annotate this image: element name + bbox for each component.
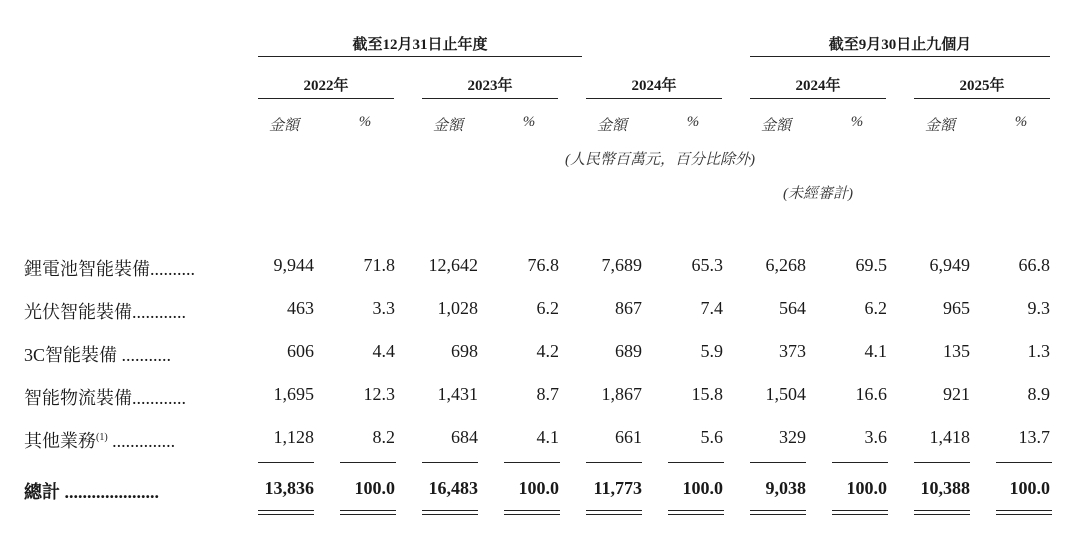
total-double-rule: [422, 510, 478, 515]
percent-cell: 4.2: [536, 341, 559, 361]
percent-cell: 13.7: [1018, 427, 1050, 447]
percent-subheader: %: [358, 114, 372, 130]
total-double-rule: [914, 510, 970, 515]
percent-cell: 5.9: [700, 341, 723, 361]
percent-cell: 69.5: [855, 255, 887, 275]
total-double-rule: [668, 510, 724, 515]
subtotal-rule: [914, 462, 970, 463]
percent-cell: 65.3: [691, 255, 723, 275]
amount-cell: 12,642: [428, 255, 478, 275]
total-percent-cell: 100.0: [354, 478, 395, 498]
percent-cell: 8.2: [372, 427, 395, 447]
percent-cell: 15.8: [691, 384, 723, 404]
percent-cell: 16.6: [855, 384, 887, 404]
subtotal-rule: [832, 462, 888, 463]
amount-cell: 6,949: [929, 255, 970, 275]
total-double-rule: [340, 510, 396, 515]
total-label: 總計 .....................: [24, 482, 159, 502]
percent-cell: 3.3: [372, 298, 395, 318]
percent-subheader: %: [686, 114, 700, 130]
amount-cell: 7,689: [601, 255, 642, 275]
amount-subheader: 金額: [924, 118, 955, 134]
subtotal-rule: [586, 462, 642, 463]
year-rule-2025: [914, 98, 1050, 99]
amount-subheader: 金額: [596, 118, 627, 134]
year-header-2024: 2024年: [631, 78, 677, 94]
year-header-2022: 2022年: [303, 78, 349, 94]
total-percent-cell: 100.0: [846, 478, 887, 498]
amount-subheader: 金額: [760, 118, 791, 134]
amount-cell: 661: [615, 427, 642, 447]
percent-cell: 12.3: [363, 384, 395, 404]
total-amount-cell: 13,836: [264, 478, 314, 498]
amount-subheader: 金額: [268, 118, 299, 134]
amount-cell: 1,418: [929, 427, 970, 447]
percent-cell: 3.6: [864, 427, 887, 447]
subtotal-rule: [996, 462, 1052, 463]
subtotal-rule: [422, 462, 478, 463]
amount-cell: 463: [287, 298, 314, 318]
total-double-rule: [504, 510, 560, 515]
percent-cell: 4.1: [864, 341, 887, 361]
year-rule-2024: [586, 98, 722, 99]
amount-cell: 689: [615, 341, 642, 361]
amount-cell: 564: [779, 298, 806, 318]
year-rule-2023: [422, 98, 558, 99]
percent-subheader: %: [522, 114, 536, 130]
total-double-rule: [586, 510, 642, 515]
percent-cell: 4.4: [372, 341, 395, 361]
row-label-logistics-equipment: 智能物流裝備............: [24, 388, 186, 408]
total-double-rule: [996, 510, 1052, 515]
amount-cell: 1,028: [437, 298, 478, 318]
year-rule-2024-nine-months: [750, 98, 886, 99]
subtotal-rule: [750, 462, 806, 463]
percent-cell: 9.3: [1027, 298, 1050, 318]
other-business-leader-dots: ..............: [107, 431, 176, 451]
percent-cell: 6.2: [536, 298, 559, 318]
subtotal-rule: [258, 462, 314, 463]
amount-cell: 373: [779, 341, 806, 361]
total-double-rule: [750, 510, 806, 515]
percent-cell: 76.8: [527, 255, 559, 275]
year-header-2024-nine-months: 2024年: [795, 78, 841, 94]
total-amount-cell: 9,038: [765, 478, 806, 498]
year-header-2025: 2025年: [959, 78, 1005, 94]
amount-cell: 1,695: [273, 384, 314, 404]
total-percent-cell: 100.0: [682, 478, 723, 498]
percent-cell: 7.4: [700, 298, 723, 318]
amount-cell: 921: [943, 384, 970, 404]
year-header-2023: 2023年: [467, 78, 513, 94]
amount-subheader: 金額: [432, 118, 463, 134]
total-amount-cell: 16,483: [428, 478, 478, 498]
percent-cell: 66.8: [1018, 255, 1050, 275]
total-percent-cell: 100.0: [1009, 478, 1050, 498]
total-amount-cell: 10,388: [920, 478, 970, 498]
amount-cell: 6,268: [765, 255, 806, 275]
amount-cell: 1,128: [273, 427, 314, 447]
amount-cell: 867: [615, 298, 642, 318]
amount-cell: 965: [943, 298, 970, 318]
percent-cell: 6.2: [864, 298, 887, 318]
percent-subheader: %: [1014, 114, 1028, 130]
period-nine-months-rule: [750, 56, 1050, 57]
percent-cell: 1.3: [1027, 341, 1050, 361]
amount-cell: 135: [943, 341, 970, 361]
percent-cell: 8.7: [536, 384, 559, 404]
percent-subheader: %: [850, 114, 864, 130]
total-amount-cell: 11,773: [593, 478, 642, 498]
row-label-lithium-battery-equipment: 鋰電池智能裝備..........: [24, 259, 195, 279]
amount-cell: 329: [779, 427, 806, 447]
row-label-3c-equipment: 3C智能裝備 ...........: [24, 345, 172, 365]
percent-cell: 71.8: [363, 255, 395, 275]
period-nine-months-header: 截至9月30日止九個月: [828, 37, 972, 53]
amount-cell: 1,504: [765, 384, 806, 404]
unaudited-note: (未經審計): [783, 186, 853, 202]
total-double-rule: [832, 510, 888, 515]
subtotal-rule: [668, 462, 724, 463]
percent-cell: 5.6: [700, 427, 723, 447]
amount-cell: 1,431: [437, 384, 478, 404]
unit-note: (人民幣百萬元，百分比除外): [565, 152, 755, 168]
percent-cell: 4.1: [536, 427, 559, 447]
other-business-label: 其他業務: [24, 431, 96, 451]
amount-cell: 1,867: [601, 384, 642, 404]
period-annual-header: 截至12月31日止年度: [352, 37, 488, 53]
amount-cell: 9,944: [273, 255, 314, 275]
footnote-marker: (1): [96, 432, 108, 443]
total-double-rule: [258, 510, 314, 515]
subtotal-rule: [340, 462, 396, 463]
amount-cell: 606: [287, 341, 314, 361]
total-percent-cell: 100.0: [518, 478, 559, 498]
year-rule-2022: [258, 98, 394, 99]
percent-cell: 8.9: [1027, 384, 1050, 404]
row-label-other-business: [24, 427, 175, 453]
row-label-photovoltaic-equipment: 光伏智能裝備............: [24, 302, 186, 322]
subtotal-rule: [504, 462, 560, 463]
amount-cell: 684: [451, 427, 478, 447]
period-annual-rule: [258, 56, 582, 57]
amount-cell: 698: [451, 341, 478, 361]
